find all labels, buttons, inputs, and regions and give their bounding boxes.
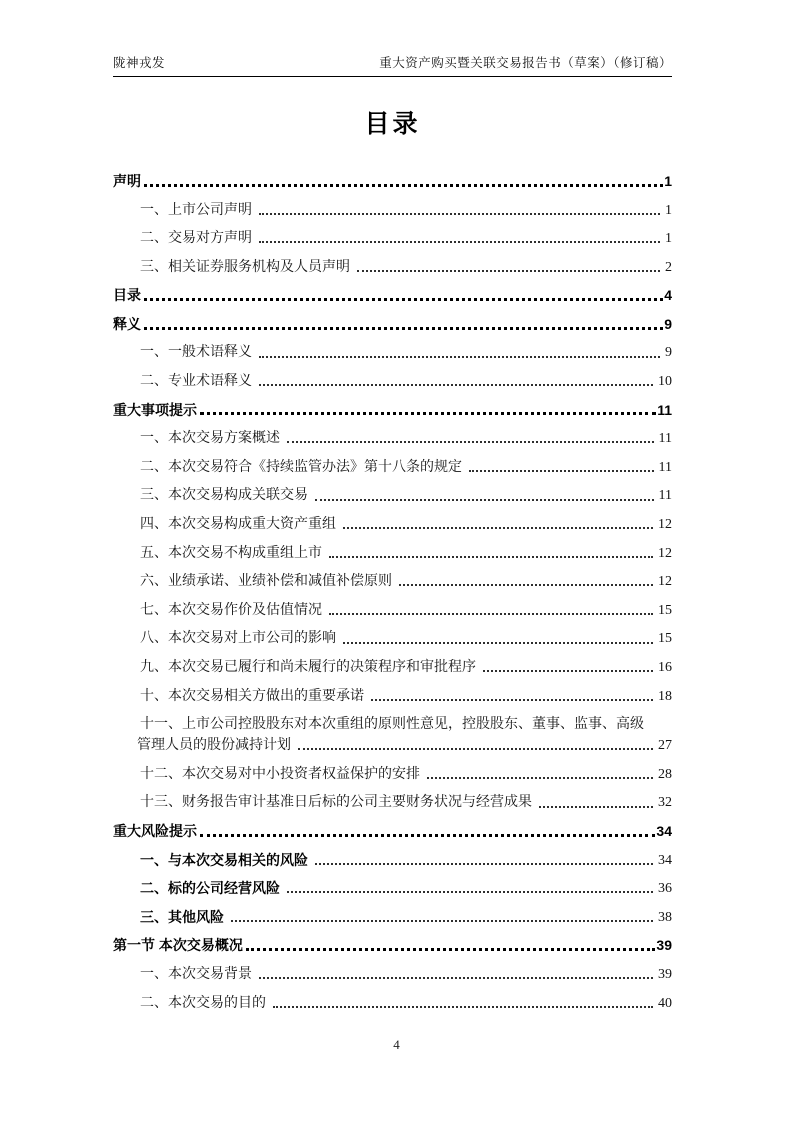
- toc-entry-label: 十二、本次交易对中小投资者权益保护的安排: [140, 766, 420, 782]
- toc-page-number: 9: [664, 315, 672, 332]
- toc-entry: [113, 619, 672, 648]
- toc-entry-label: 三、相关证券服务机构及人员声明: [140, 259, 350, 275]
- toc-dot-leader: [539, 806, 653, 808]
- toc-dot-leader: [371, 699, 653, 701]
- toc-dot-leader: [343, 527, 653, 529]
- toc-page-number: 12: [658, 574, 672, 590]
- toc-page-number: 15: [658, 631, 672, 647]
- toc-entry-label: 一、本次交易方案概述: [140, 431, 280, 447]
- toc-dot-leader: [287, 891, 653, 893]
- toc-entry-label: 九、本次交易已履行和尚未履行的决策程序和审批程序: [140, 660, 476, 676]
- toc-entry: [113, 897, 672, 926]
- header-left-text: 陇神戎发: [113, 56, 166, 70]
- toc-page-number: 11: [658, 431, 672, 447]
- toc-page-number: 4: [664, 287, 672, 304]
- toc-dot-leader: [144, 298, 663, 301]
- toc-entry: [113, 275, 672, 304]
- toc-page-number: 32: [658, 795, 672, 811]
- toc-entry-label: 五、本次交易不构成重组上市: [140, 545, 322, 561]
- toc-page-number: 1: [664, 172, 672, 189]
- toc-page-number: 34: [658, 852, 672, 868]
- toc-dot-leader: [231, 920, 653, 922]
- toc-entry-label: 目录: [113, 287, 141, 304]
- toc-dot-leader: [315, 863, 653, 865]
- toc-dot-leader: [259, 356, 660, 358]
- toc-entry-label: 十一、上市公司控股股东对本次重组的原则性意见，控股股东、董事、监事、高级: [140, 717, 644, 733]
- toc-dot-leader: [315, 499, 654, 501]
- toc-entry-label: 二、标的公司经营风险: [140, 880, 280, 897]
- toc-page-number: 40: [658, 995, 672, 1011]
- toc-entry: [113, 361, 672, 390]
- toc-dot-leader: [144, 327, 663, 330]
- toc-entry: [113, 925, 672, 954]
- toc-entry: [113, 447, 672, 476]
- footer-page-number: 4: [393, 1037, 400, 1052]
- toc-dot-leader: [259, 384, 653, 386]
- toc-page-number: 12: [658, 517, 672, 533]
- toc-dot-leader: [357, 270, 660, 272]
- toc-entry: [113, 733, 672, 754]
- page-title: 目录: [364, 110, 421, 138]
- toc-entry-label: 三、本次交易构成关联交易: [140, 488, 308, 504]
- toc-page-number: 27: [658, 738, 672, 754]
- toc-list: [113, 161, 672, 1011]
- toc-entry-label: 三、其他风险: [140, 908, 224, 925]
- toc-entry-label: 第一节 本次交易概况: [113, 937, 243, 954]
- toc-entry-label: 一、上市公司声明: [140, 202, 252, 218]
- toc-entry: [113, 983, 672, 1012]
- toc-entry: [113, 304, 672, 333]
- toc-page-number: 38: [658, 909, 672, 925]
- toc-page-number: 10: [658, 374, 672, 390]
- toc-entry-label: 十、本次交易相关方做出的重要承诺: [140, 688, 364, 704]
- toc-entry: [113, 561, 672, 590]
- toc-entry: [113, 190, 672, 219]
- toc-entry-label: 八、本次交易对上市公司的影响: [140, 631, 336, 647]
- toc-entry: [113, 161, 672, 190]
- toc-page-number: 34: [656, 822, 672, 839]
- toc-dot-leader: [483, 670, 653, 672]
- toc-entry: [113, 647, 672, 676]
- toc-page-number: 12: [658, 545, 672, 561]
- toc-dot-leader: [329, 613, 653, 615]
- toc-entry: [113, 676, 672, 705]
- toc-entry: [113, 333, 672, 362]
- toc-page-number: 39: [658, 966, 672, 982]
- toc-entry: [113, 504, 672, 533]
- page-footer: [0, 1037, 793, 1053]
- toc-dot-leader: [200, 412, 656, 415]
- toc-entry: [113, 954, 672, 983]
- header-right-text: 重大资产购买暨关联交易报告书（草案）（修订稿）: [379, 56, 672, 70]
- toc-entry-label: 十三、财务报告审计基准日后标的公司主要财务状况与经营成果: [140, 795, 532, 811]
- toc-page-number: 1: [665, 231, 672, 247]
- toc-dot-leader: [259, 241, 660, 243]
- toc-dot-leader: [399, 584, 653, 586]
- toc-entry-label: 一、与本次交易相关的风险: [140, 851, 308, 868]
- toc-entry-label: 二、本次交易符合《持续监管办法》第十八条的规定: [140, 459, 462, 475]
- toc-entry-label: 重大风险提示: [113, 822, 197, 839]
- toc-entry-label: 二、专业术语释义: [140, 374, 252, 390]
- toc-entry-label: 释义: [113, 315, 141, 332]
- toc-dot-leader: [144, 184, 663, 187]
- toc-dot-leader: [259, 977, 653, 979]
- toc-dot-leader: [298, 748, 653, 750]
- toc-page-number: 11: [658, 488, 672, 504]
- toc-dot-leader: [427, 777, 653, 779]
- toc-entry-label: 二、本次交易的目的: [140, 995, 266, 1011]
- toc-entry-label: 一、本次交易背景: [140, 966, 252, 982]
- toc-page-number: 11: [657, 401, 672, 418]
- toc-dot-leader: [273, 1006, 653, 1008]
- toc-page-number: 2: [665, 259, 672, 275]
- toc-entry-label: 二、交易对方声明: [140, 231, 252, 247]
- toc-entry: [113, 811, 672, 840]
- toc-page-number: 15: [658, 602, 672, 618]
- toc-entry: [113, 868, 672, 897]
- toc-entry: [113, 418, 672, 447]
- toc-entry-label: 一、一般术语释义: [140, 345, 252, 361]
- running-header: [113, 53, 672, 77]
- toc-page-number: 36: [658, 881, 672, 897]
- toc-dot-leader: [200, 834, 655, 837]
- toc-entry: [113, 390, 672, 419]
- toc-dot-leader: [246, 948, 656, 951]
- toc-entry: [113, 840, 672, 869]
- toc-entry-label: 七、本次交易作价及估值情况: [140, 602, 322, 618]
- toc-page-number: 18: [658, 688, 672, 704]
- toc-entry: [113, 754, 672, 783]
- toc-entry: [113, 704, 672, 733]
- toc-entry: [113, 590, 672, 619]
- toc-page-number: 39: [656, 937, 672, 954]
- toc-dot-leader: [287, 441, 654, 443]
- toc-dot-leader: [343, 642, 653, 644]
- toc-dot-leader: [259, 213, 660, 215]
- toc-dot-leader: [469, 470, 654, 472]
- toc-page-number: 1: [665, 202, 672, 218]
- toc-entry: [113, 476, 672, 505]
- toc-entry: [113, 218, 672, 247]
- toc-entry: [113, 782, 672, 811]
- toc-entry-label: 管理人员的股份减持计划: [137, 738, 291, 754]
- toc-entry: [113, 533, 672, 562]
- toc-entry: [113, 247, 672, 276]
- toc-page-number: 16: [658, 660, 672, 676]
- toc-entry-label: 重大事项提示: [113, 401, 197, 418]
- toc-page-number: 11: [658, 459, 672, 475]
- toc-entry-label: 六、业绩承诺、业绩补偿和减值补偿原则: [140, 574, 392, 590]
- toc-entry-label: 声明: [113, 172, 141, 189]
- toc-dot-leader: [329, 556, 653, 558]
- toc-entry-label: 四、本次交易构成重大资产重组: [140, 517, 336, 533]
- toc-page-number: 28: [658, 766, 672, 782]
- toc-page-number: 9: [665, 345, 672, 361]
